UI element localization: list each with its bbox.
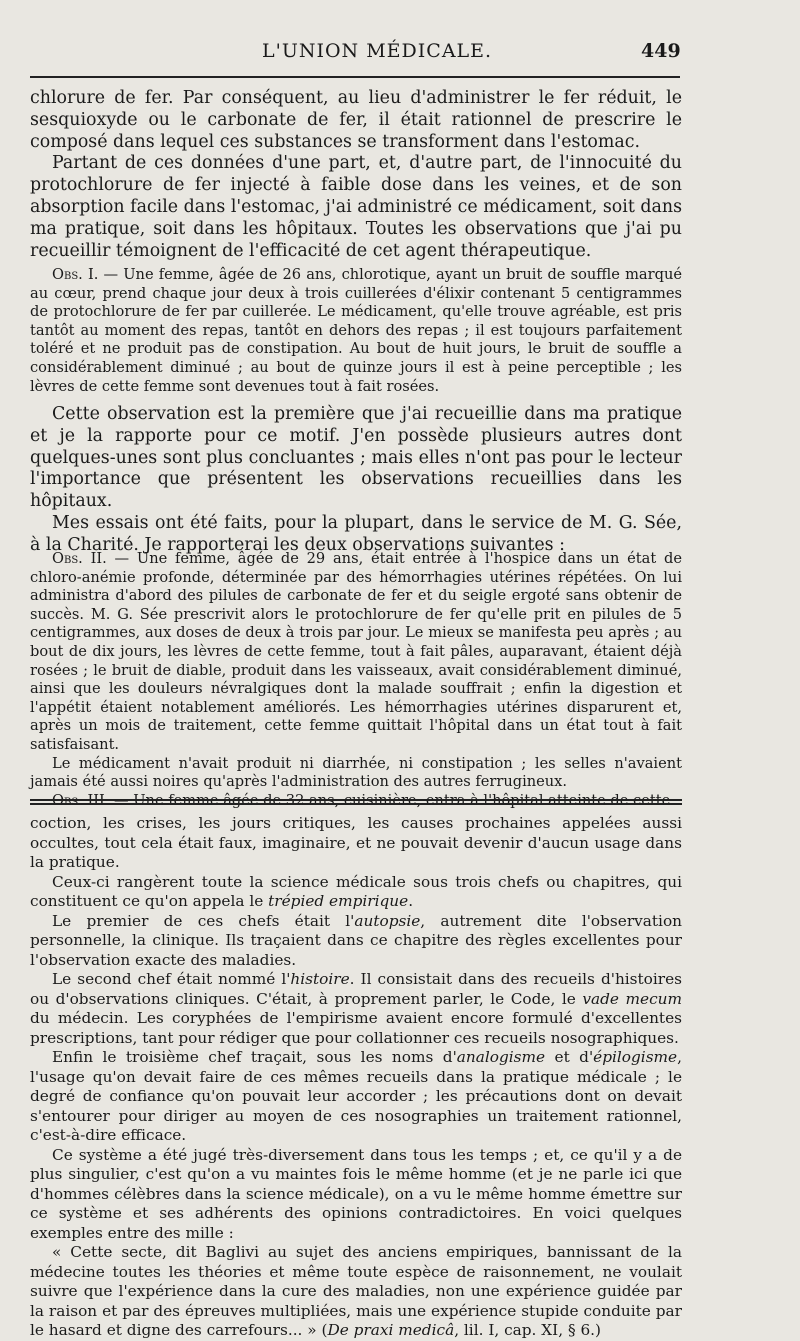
footnote-paragraph-2 [30,873,682,912]
fn5-c: , l'usage qu'on devait faire de ces mêmes recueils dans la pratique médicale ; le degré de confiance qu'on pouvait leur accorder ; les précautions dont on devait s'entourer pour diriger au moyen de ces nosographies un traitement rationnel, c'est-à-dire efficace. [30,1048,682,1144]
footnote-paragraph-7 [30,1243,682,1341]
footnote-paragraph-1: coction, les crises, les jours critiques, les causes prochaines appelées aussi occultes, tout cela était faux, imaginaire, et ne pouvait devenir d'aucun usage dans la pratique. [30,814,682,871]
running-header [0,40,800,70]
intro-paragraph-1: chlorure de fer. Par conséquent, au lieu d'administrer le fer réduit, le sesquioxyde ou le carbonate de fer, il était rationnel de prescrire le composé dans lequel ces substances se transforment dans l'estomac. [30,88,682,152]
observation-1-heading: Obs. I. [52,266,99,283]
intro-section [30,88,682,262]
middle-paragraph-2: Mes essais ont été faits, pour la plupart, dans le service de M. G. Sée, à la Charité. Je rapporterai les deux observations suivantes : [30,512,682,555]
observation-2-heading: Obs. II. [52,550,107,567]
footnote-paragraph-3 [30,912,682,971]
observation-2-text [30,550,682,755]
page-number: 449 [641,40,681,62]
fn4-em: histoire [290,970,350,988]
fn7-a: « Cette secte, dit Baglivi au sujet des anciens empiriques, bannissant de la médecine toutes les théories et même toute espèce de raisonnement, ne voulait suivre que l'expérience dans la cure des maladies, non une expérience guidée par la raison et par des épreuves multipliées, mais une expérience stupide conduite par le hasard et digne des carrefours... » ( [30,1243,682,1339]
fn5-em2: épilogisme [593,1048,678,1066]
fn5-em: analogisme [456,1048,546,1066]
fn2-b: . [408,892,414,910]
fn7-b: , lil. I, cap. XI, § 6.) [454,1321,602,1339]
fn4-b: . Il consistait dans des recueils d'histoires ou d'observations cliniques. C'était, à proprement parler, le Code, le [30,970,682,1008]
fn7-em: De praxi medicâ [327,1321,455,1339]
header-rule [30,76,680,78]
fn2-a: Ceux-ci rangèrent toute la science médicale sous trois chefs ou chapitres, qui constituent ce qu'on appela le [30,872,682,910]
fn2-em: trépied empirique [268,892,409,910]
middle-section [30,404,682,557]
observation-2-note: Le médicament n'avait produit ni diarrhée, ni constipation ; les selles n'avaient jamais été aussi noires qu'après l'administration des autres ferrugineux. [30,754,682,791]
fn5-a: Enfin le troisième chef traçait, sous les noms d' [52,1048,457,1066]
middle-paragraph-1: Cette observation est la première que j'ai recueillie dans ma pratique et je la rapporte pour ce motif. J'en possède plusieurs autres dont quelques-unes sont plus concluantes ; mais elles n'ont pas pour le lecteur l'importance que présentent les observations recueillies dans les hôpitaux. [30,404,682,512]
observation-1-text [30,266,682,396]
fn4-a: Le second chef était nommé l' [52,970,291,988]
footnote-section [30,814,682,1341]
fn4-c: du médecin. Les coryphées de l'empirisme avaient encore formulé d'excellentes prescriptions, tant pour rédiger que pour collationner ces recueils nosographiques. [30,1009,682,1047]
intro-paragraph-2: Partant de ces données d'une part, et, d'autre part, de l'innocuité du protochlorure de fer injecté à faible dose dans les veines, et de son absorption facile dans l'estomac, j'ai administré ce médicament, soit dans ma pratique, soit dans les hôpitaux. Toutes les observations que j'ai pu recueillir témoignent de l'efficacité de cet agent thérapeutique. [30,153,682,261]
footnote-paragraph-4 [30,970,682,1048]
observation-1 [30,266,682,396]
fn5-b: et d' [545,1048,594,1066]
fn3-a: Le premier de ces chefs était l' [52,911,355,930]
footnote-paragraph-5 [30,1048,682,1146]
footnote-paragraph-6: Ce système a été jugé très-diversement dans tous les temps ; et, ce qu'il y a de plus singulier, c'est qu'on a vu maintes fois le même homme (et je ne parle ici que d'hommes célèbres dans la science médicale), on a vu le même homme émettre sur ce système et ses adhérents des opinions contradictoires. En voici quelques exemples entre des mille : [30,1145,682,1242]
observation-2 [30,550,682,810]
journal-title: L'UNION MÉDICALE. [262,40,493,62]
fn4-em2: vade mecum [582,989,683,1008]
observation-3-body: — Une femme âgée de 32 ans, cuisinière, entra à l'hôpital atteinte de cette [109,791,671,809]
footnote-separator [30,799,682,805]
observation-3-heading: Obs. III. [52,791,110,809]
fn3-em: autopsie [354,911,421,930]
observation-2-body: — Une femme, âgée de 29 ans, était entrée à l'hospice dans un état de chloro-anémie profonde, déterminée par des hémorrhagies utérines répétées. On lui administra d'abord des pilules de carbonate de fer et du seigle ergoté sans obtenir de succès. M. G. Sée prescrivit alors le protochlorure de fer qu'elle prit en pilules de 5 centigrammes, aux doses de deux à trois par jour. Le mieux se manifesta peu après ; au bout de dix jours, les lèvres de cette femme, tout à fait pâles, auparavant, étaient déjà rosées ; le bruit de diable, produit dans les vaisseaux, avait considérablement diminué, ainsi que les douleurs névralgiques dont la malade souffrait ; enfin la digestion et l'appétit étaient notablement améliorés. Les hémorrhagies utérines disparurent et, après un mois de traitement, cette femme quittait l'hôpital dans un état tout à fait satisfaisant. [30,550,682,753]
observation-1-body: — Une femme, âgée de 26 ans, chlorotique, ayant un bruit de souffle marqué au cœur, prend chaque jour deux à trois cuillerées d'élixir contenant 5 centigrammes de protochlorure de fer par cuillerée. Le médicament, qu'elle trouve agréable, est pris tantôt au moment des repas, tantôt en dehors des repas ; il est toujours parfaitement toléré et ne produit pas de constipation. Au bout de huit jours, le bruit de souffle a considérablement diminué ; au bout de quinze jours il est à peine perceptible ; les lèvres de cette femme sont devenues tout à fait rosées. [30,266,682,395]
fn3-b: , autrement dite l'observation personnelle, la clinique. Ils traçaient dans ce chapitre des règles excellentes pour l'observation exacte des maladies. [30,911,682,969]
